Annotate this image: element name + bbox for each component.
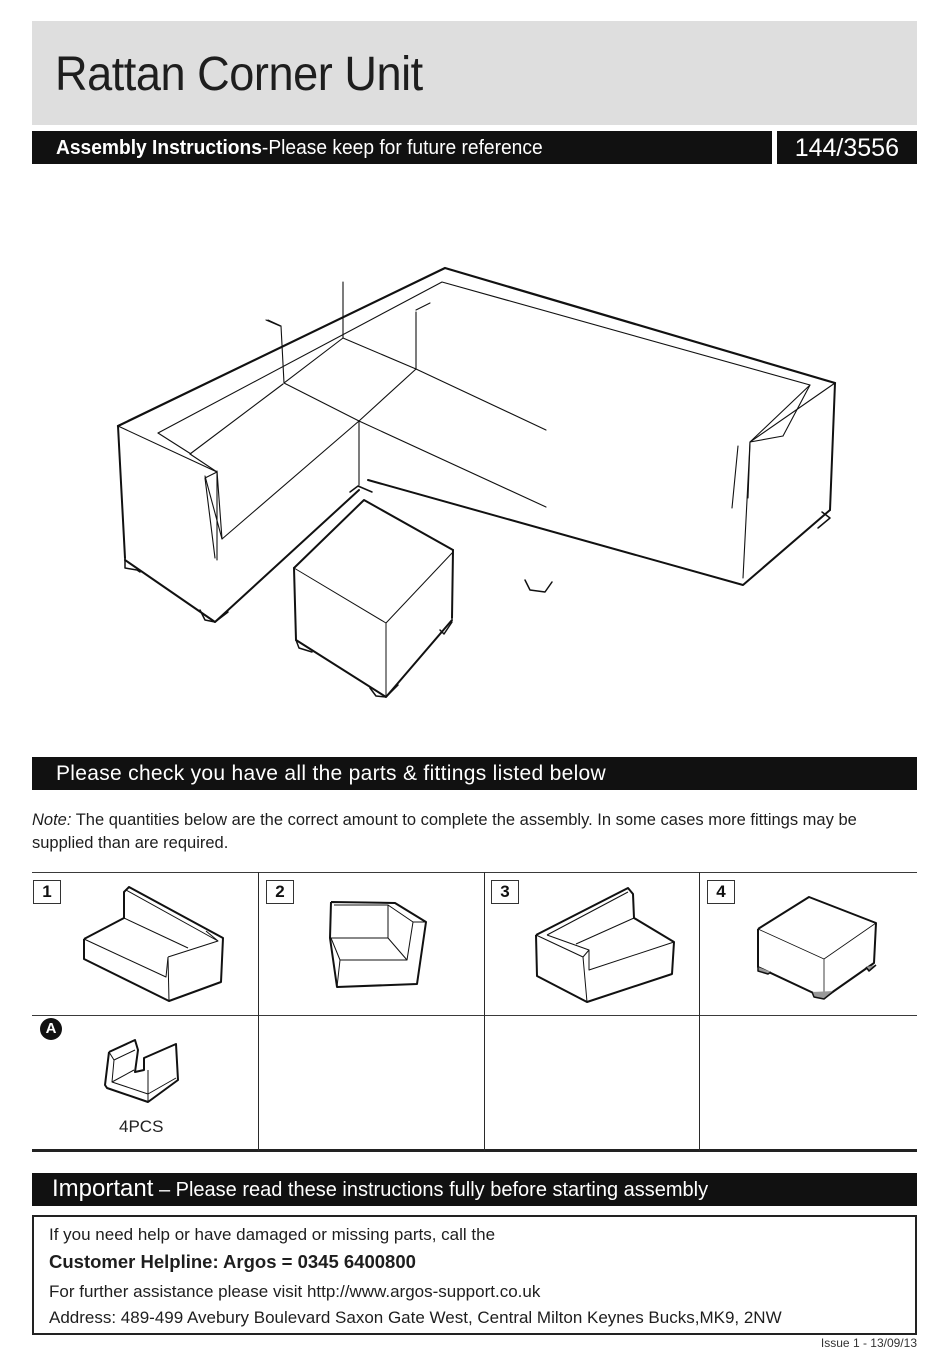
table-bottom-border <box>32 1149 917 1152</box>
fitting-quantity: 4PCS <box>119 1117 164 1136</box>
table-col-divider <box>258 872 259 1151</box>
part-number: 3 <box>491 880 519 904</box>
table-col-divider <box>484 872 485 1151</box>
website-line: For further assistance please visit http://www.argos-support.co.uk <box>49 1282 541 1301</box>
part-number: 2 <box>266 880 294 904</box>
left-arm-sofa-icon <box>78 882 228 1007</box>
issue-date: Issue 1 - 13/09/13 <box>820 1336 917 1350</box>
subtitle-bar <box>32 131 772 164</box>
fitting-letter: A <box>40 1018 62 1040</box>
page-title: Rattan Corner Unit <box>55 48 423 101</box>
title-band <box>32 21 917 125</box>
help-intro: If you need help or have damaged or missing parts, call the <box>49 1225 496 1244</box>
right-arm-sofa-icon <box>534 886 679 1006</box>
important-heading <box>52 1175 708 1204</box>
address-line: Address: 489-499 Avebury Boulevard Saxon Gate West, Central Milton Keynes Bucks,MK9, 2NW <box>49 1308 782 1327</box>
connector-clip-icon <box>104 1030 189 1105</box>
table-top-border <box>32 872 917 873</box>
part-number: 4 <box>707 880 735 904</box>
corner-section-icon <box>329 900 429 990</box>
table-col-divider <box>699 872 700 1151</box>
subtitle-bold: Assembly Instructions <box>56 137 262 159</box>
parts-table <box>32 872 917 1152</box>
corner-sofa-illustration <box>100 260 850 710</box>
parts-heading-bar <box>32 757 917 790</box>
note-text: The quantities below are the correct amount to complete the assembly. In some cases more fittings may be supplied than are required. <box>32 811 857 852</box>
parts-note <box>32 809 917 855</box>
important-label: Important <box>52 1175 154 1202</box>
important-rest: – Please read these instructions fully before starting assembly <box>153 1179 709 1201</box>
part-number: 1 <box>33 880 61 904</box>
helpline: Customer Helpline: Argos = 0345 6400800 <box>49 1251 416 1272</box>
product-code-bar <box>777 131 917 164</box>
product-code: 144/3556 <box>794 134 899 162</box>
help-box <box>32 1215 917 1335</box>
note-label: Note: <box>32 811 72 829</box>
coffee-table-icon <box>756 895 881 1005</box>
parts-heading: Please check you have all the parts & fittings listed below <box>56 762 606 785</box>
subtitle-rest: -Please keep for future reference <box>261 137 543 159</box>
subtitle <box>56 136 543 160</box>
important-heading-bar <box>32 1173 917 1206</box>
table-row-divider <box>32 1015 917 1016</box>
